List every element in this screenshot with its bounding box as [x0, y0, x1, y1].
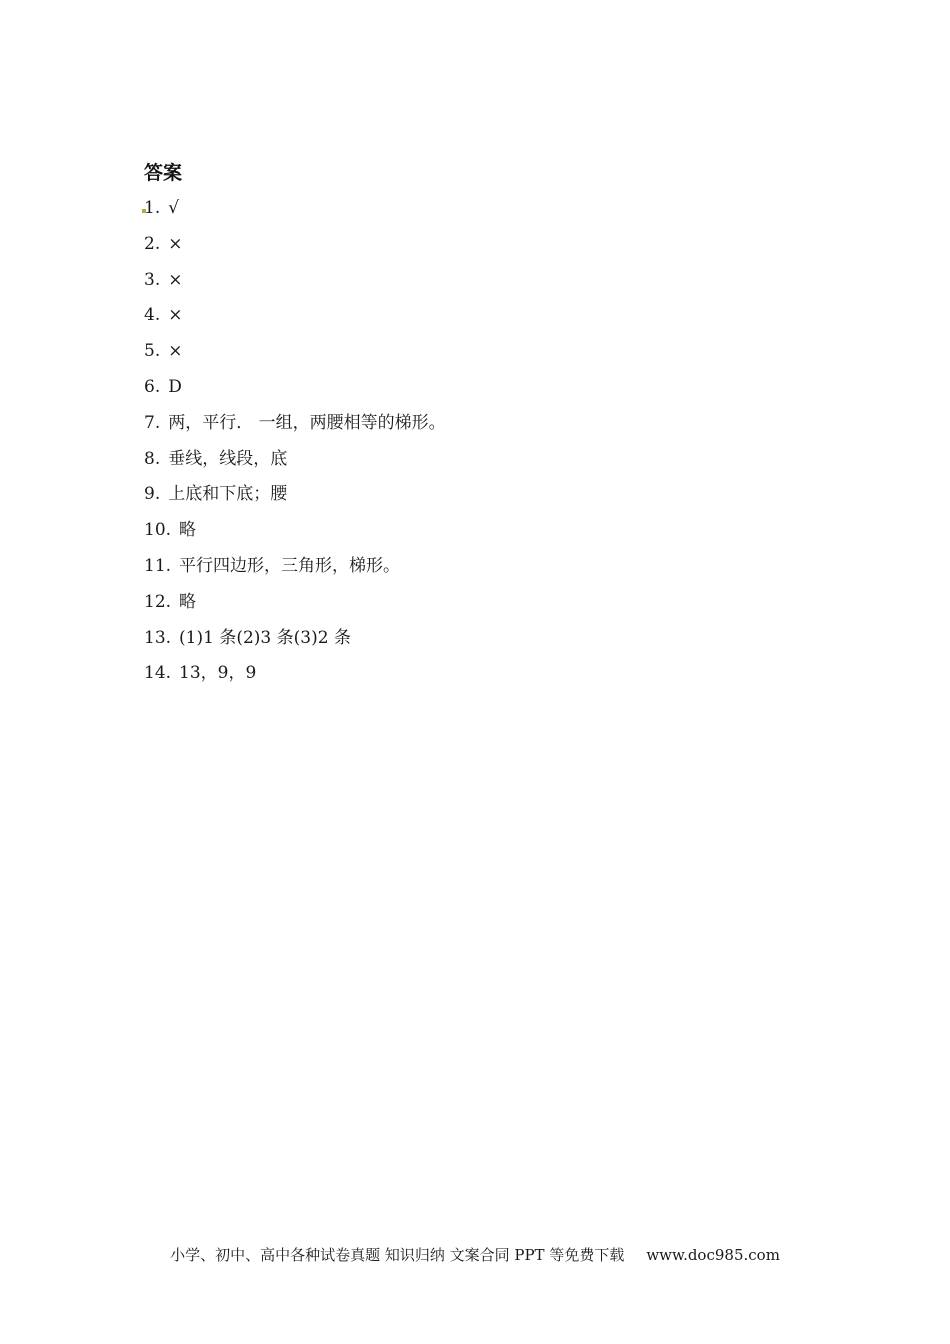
answer-item	[144, 375, 446, 411]
answer-text: 两，平行． 一组，两腰相等的梯形。	[168, 412, 446, 433]
answer-number: 6.	[144, 376, 161, 397]
answer-item	[144, 518, 446, 554]
answer-text: ×	[168, 233, 183, 254]
answer-text: 略	[179, 520, 197, 541]
answer-item	[144, 661, 446, 697]
answer-text: ×	[168, 305, 183, 326]
answer-item	[144, 232, 446, 268]
answer-number: 1.	[144, 198, 161, 218]
answer-item	[144, 303, 446, 339]
answer-number: 12.	[144, 591, 172, 612]
answer-text: 垂线，线段，底	[168, 448, 288, 469]
answer-number: 2.	[144, 233, 161, 254]
answer-text: (1)1 条(2)3 条(3)2 条	[179, 627, 351, 648]
answer-number: 3.	[144, 269, 161, 290]
answer-item	[144, 411, 446, 447]
answer-item	[144, 482, 446, 518]
answer-item	[144, 196, 446, 232]
footer-site-link[interactable]: www.doc985.com	[646, 1246, 780, 1264]
answer-number: 8.	[144, 448, 161, 469]
answer-number: 5.	[144, 341, 161, 362]
answer-item	[144, 626, 446, 662]
answer-number: 7.	[144, 412, 161, 433]
answer-heading: 答案	[144, 162, 183, 184]
answer-text: 略	[179, 591, 197, 612]
answer-text: 平行四边形，三角形，梯形。	[179, 555, 401, 576]
answer-number: 9.	[144, 484, 161, 505]
answer-text: √	[168, 198, 180, 218]
answer-number: 10.	[144, 520, 172, 541]
answer-text: ×	[168, 341, 183, 362]
answer-text: 上底和下底；腰	[168, 484, 288, 505]
page-footer	[0, 1244, 950, 1266]
answer-item	[144, 268, 446, 304]
answer-number: 11.	[144, 555, 172, 576]
answer-text: D	[168, 376, 182, 397]
footer-text: 小学、初中、高中各种试卷真题 知识归纳 文案合同 PPT 等免费下载	[170, 1246, 625, 1264]
answer-number: 4.	[144, 305, 161, 326]
answer-text: 13，9，9	[179, 663, 257, 684]
answer-item	[144, 447, 446, 483]
answer-item	[144, 590, 446, 626]
answer-number: 13.	[144, 627, 172, 648]
answer-text: ×	[168, 269, 183, 290]
answer-number: 14.	[144, 663, 172, 684]
answer-item	[144, 554, 446, 590]
answer-list	[144, 196, 446, 697]
answer-item	[144, 339, 446, 375]
